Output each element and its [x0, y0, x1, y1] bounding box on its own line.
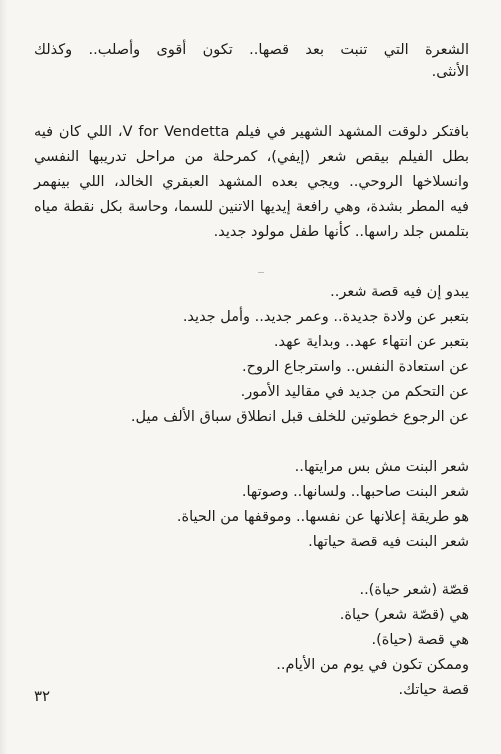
text-line-18: قصّة (شعر حياة)..: [359, 582, 469, 598]
text-line-10: بتعبر عن انتهاء عهد.. وبداية عهد.: [273, 334, 469, 350]
text-line-14: شعر البنت مش بس مرايتها..: [294, 459, 469, 475]
text-line-11: عن استعادة النفس.. واسترجاع الروح.: [241, 359, 469, 375]
text-line-5: وانسلاخها الروحي.. ويجي بعده المشهد العبقري الخالد، اللي بينهمر: [34, 174, 469, 190]
text-line-7: بتلمس جلد راسها.. كأنها طفل مولود جديد.: [213, 224, 469, 240]
text-line-13: عن الرجوع خطوتين للخلف قبل انطلاق سباق الألف ميل.: [130, 409, 469, 425]
text-line-9: بتعبر عن ولادة جديدة.. وعمر جديد.. وأمل جديد.: [182, 309, 469, 325]
text-line-3: بافتكر دلوقت المشهد الشهير في فيلم V for Vendetta، اللي كان فيه: [34, 124, 470, 140]
text-line-1: الشعرة التي تنبت بعد قصها.. تكون أقوى وأصلب.. وكذلك: [34, 42, 469, 58]
text-line-4: بطل الفيلم بيقص شعر (إيفي)، كمرحلة من مراحل تدريبها النفسي: [34, 149, 469, 165]
divider-mark: [258, 272, 264, 273]
page-edge-shadow: [0, 0, 8, 754]
text-line-17: شعر البنت فيه قصة حياتها.: [308, 534, 469, 550]
page-number: ٣٢: [34, 687, 51, 705]
text-line-21: وممكن تكون في يوم من الأيام..: [276, 657, 469, 673]
text-line-15: شعر البنت صاحبها.. ولسانها.. وصوتها.: [241, 484, 469, 500]
text-line-8: يبدو إن فيه قصة شعر..: [330, 284, 469, 300]
text-line-16: هو طريقة إعلانها عن نفسها.. وموقفها من الحياة.: [176, 509, 469, 525]
text-line-2: الأنثى.: [431, 64, 469, 80]
text-line-6: فيه المطر بشدة، وهي رافعة إيديها الاتنين للسما، وحاسة بكل نقطة مياه: [34, 199, 469, 215]
text-line-19: هي (قصّة شعر) حياة.: [339, 607, 469, 623]
text-line-20: هي قصة (حياة).: [371, 632, 469, 648]
text-line-12: عن التحكم من جديد في مقاليد الأمور.: [240, 384, 469, 400]
text-line-22: قصة حياتك.: [398, 682, 469, 698]
